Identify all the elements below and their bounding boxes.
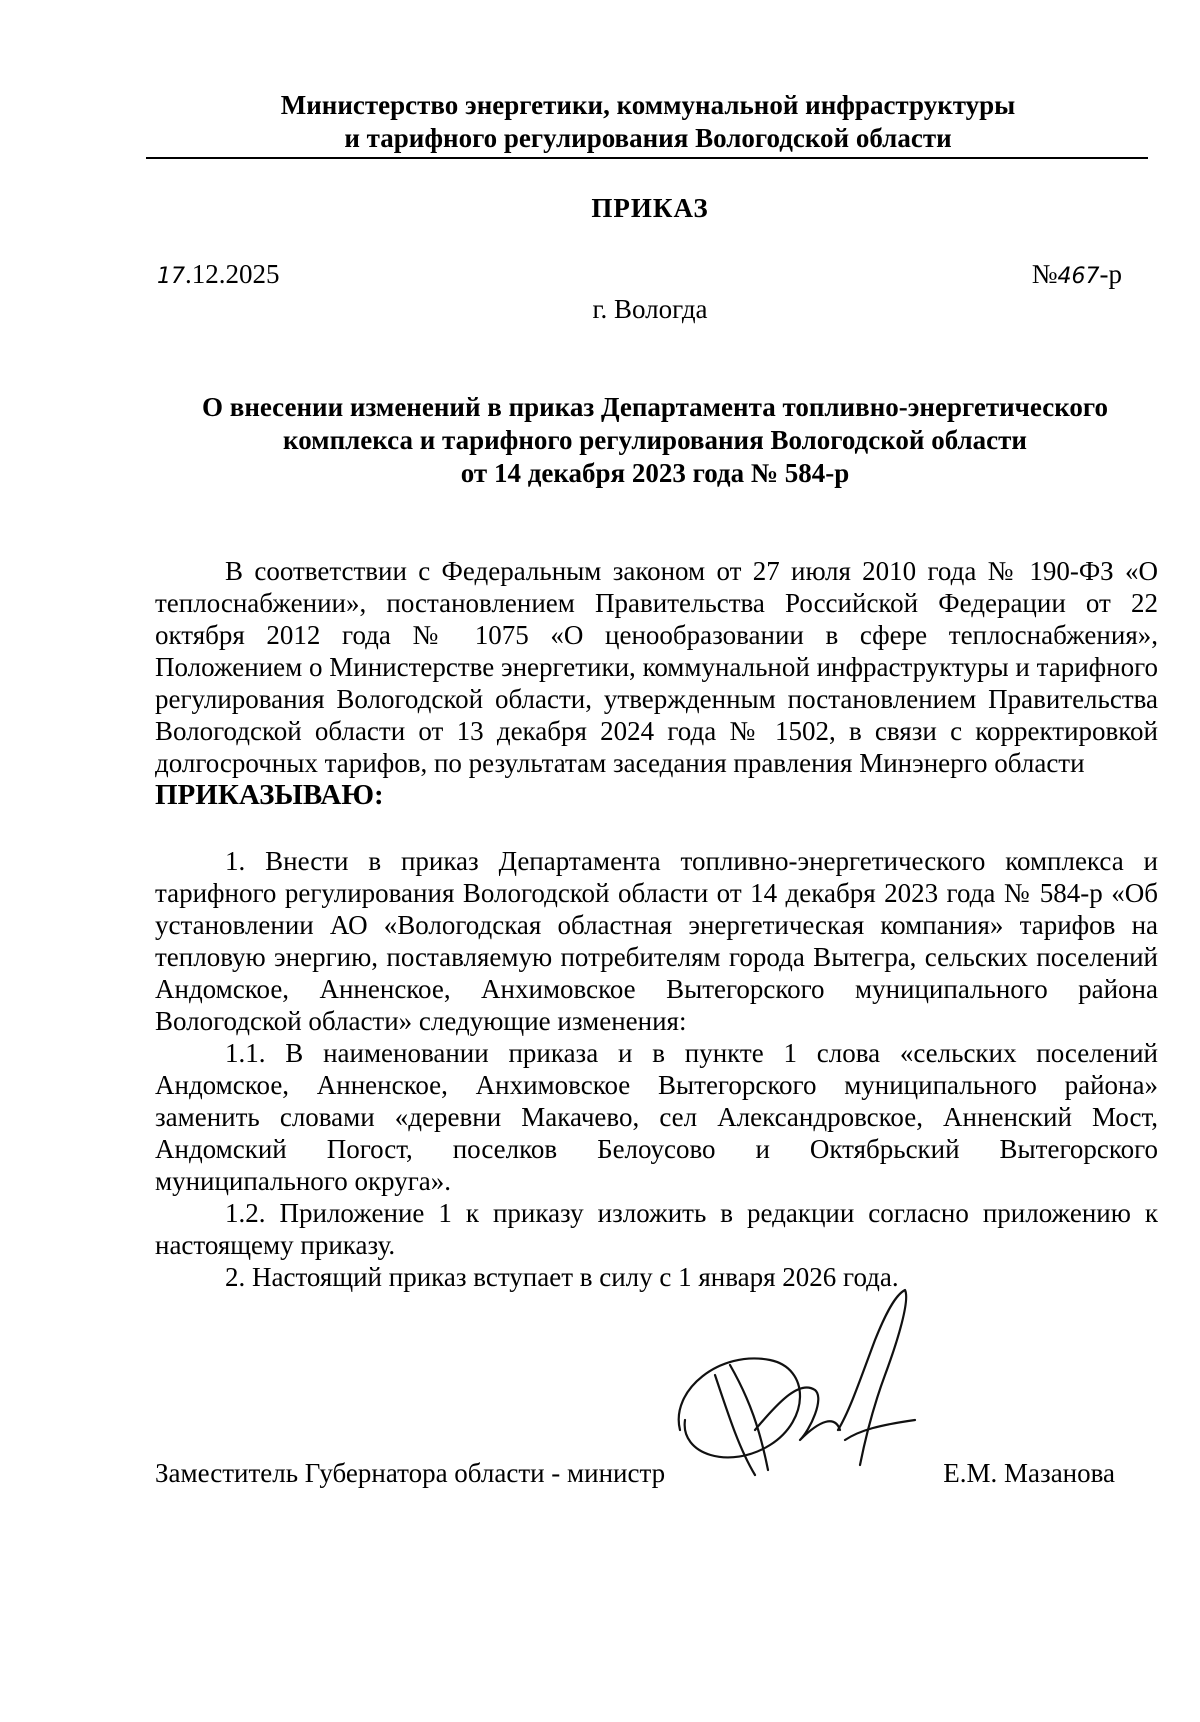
order-item: 1.1. В наименовании приказа и в пункте 1 слова «сельских поселений Андомское, Анненское, Анхимовское Вытегорского муниципального района» заменить словами «деревни Макачево, сел Александровское, Анненский Мост, Андомский Погост, поселков Белоусово и Октябрьский Вытегорского муниципального округа».: [155, 1038, 1158, 1196]
document-subject: [150, 391, 1160, 490]
order-item: 2. Настоящий приказ вступает в силу с 1 января 2026 года.: [225, 1262, 899, 1292]
number-handwritten: 467: [1057, 264, 1100, 289]
number-suffix: -р: [1099, 259, 1122, 289]
number-prefix: №: [1031, 259, 1058, 289]
ministry-header: [146, 89, 1150, 155]
order-word: ПРИКАЗЫВАЮ:: [155, 779, 384, 811]
order-item: 1. Внести в приказ Департамента топливно-энергетического комплекса и тарифного регулирования Вологодской области от 14 декабря 2023 года № 584-р «Об установлении АО «Вологодская областная энергетическая компания» тарифов на тепловую энергию, поставляемую потребителям города Вытегра, сельских поселений Андомское, Анненское, Анхимовское Вытегорского муниципального района Вологодской области» следующие изменения:: [155, 846, 1158, 1036]
subject-line3: от 14 декабря 2023 года № 584-р: [460, 458, 850, 488]
document-city: г. Вологда: [592, 294, 708, 324]
handwritten-signature: [660, 1280, 920, 1480]
header-divider: [146, 157, 1148, 159]
document-body: [155, 555, 1158, 1293]
subject-line1: О внесении изменений в приказ Департамента топливно-энергетического: [201, 392, 1108, 422]
preamble-paragraph: В соответствии с Федеральным законом от 27 июля 2010 года № 190-ФЗ «О теплоснабжении», постановлением Правительства Российской Федерации от 22 октября 2012 года № 1075 «О ценообразовании в сфере теплоснабжения», Положением о Министерстве энергетики, коммунальной инфраструктуры и тарифного регулирования Вологодской области, утвержденным постановлением Правительства Вологодской области от 13 декабря 2024 года № 1502, в связи с корректировкой долгосрочных тарифов, по результатам заседания правления Минэнерго области: [155, 556, 1158, 778]
date-month-year: .12.2025: [185, 259, 280, 289]
subject-line2: комплекса и тарифного регулирования Вологодской области: [283, 425, 1027, 455]
ministry-header-line1: Министерство энергетики, коммунальной инфраструктуры: [280, 90, 1016, 120]
date-day-handwritten: 17: [157, 264, 185, 289]
document-number: [1032, 258, 1122, 293]
document-date: [157, 258, 280, 293]
order-item: 1.2. Приложение 1 к приказу изложить в редакции согласно приложению к настоящему приказу.: [155, 1198, 1158, 1260]
signer-position: Заместитель Губернатора области - министр: [155, 1458, 666, 1488]
signer-name: Е.М. Мазанова: [943, 1458, 1115, 1488]
ministry-header-line2: и тарифного регулирования Вологодской области: [344, 123, 952, 153]
document-title: ПРИКАЗ: [591, 193, 709, 223]
signature-block: [155, 1457, 1115, 1497]
